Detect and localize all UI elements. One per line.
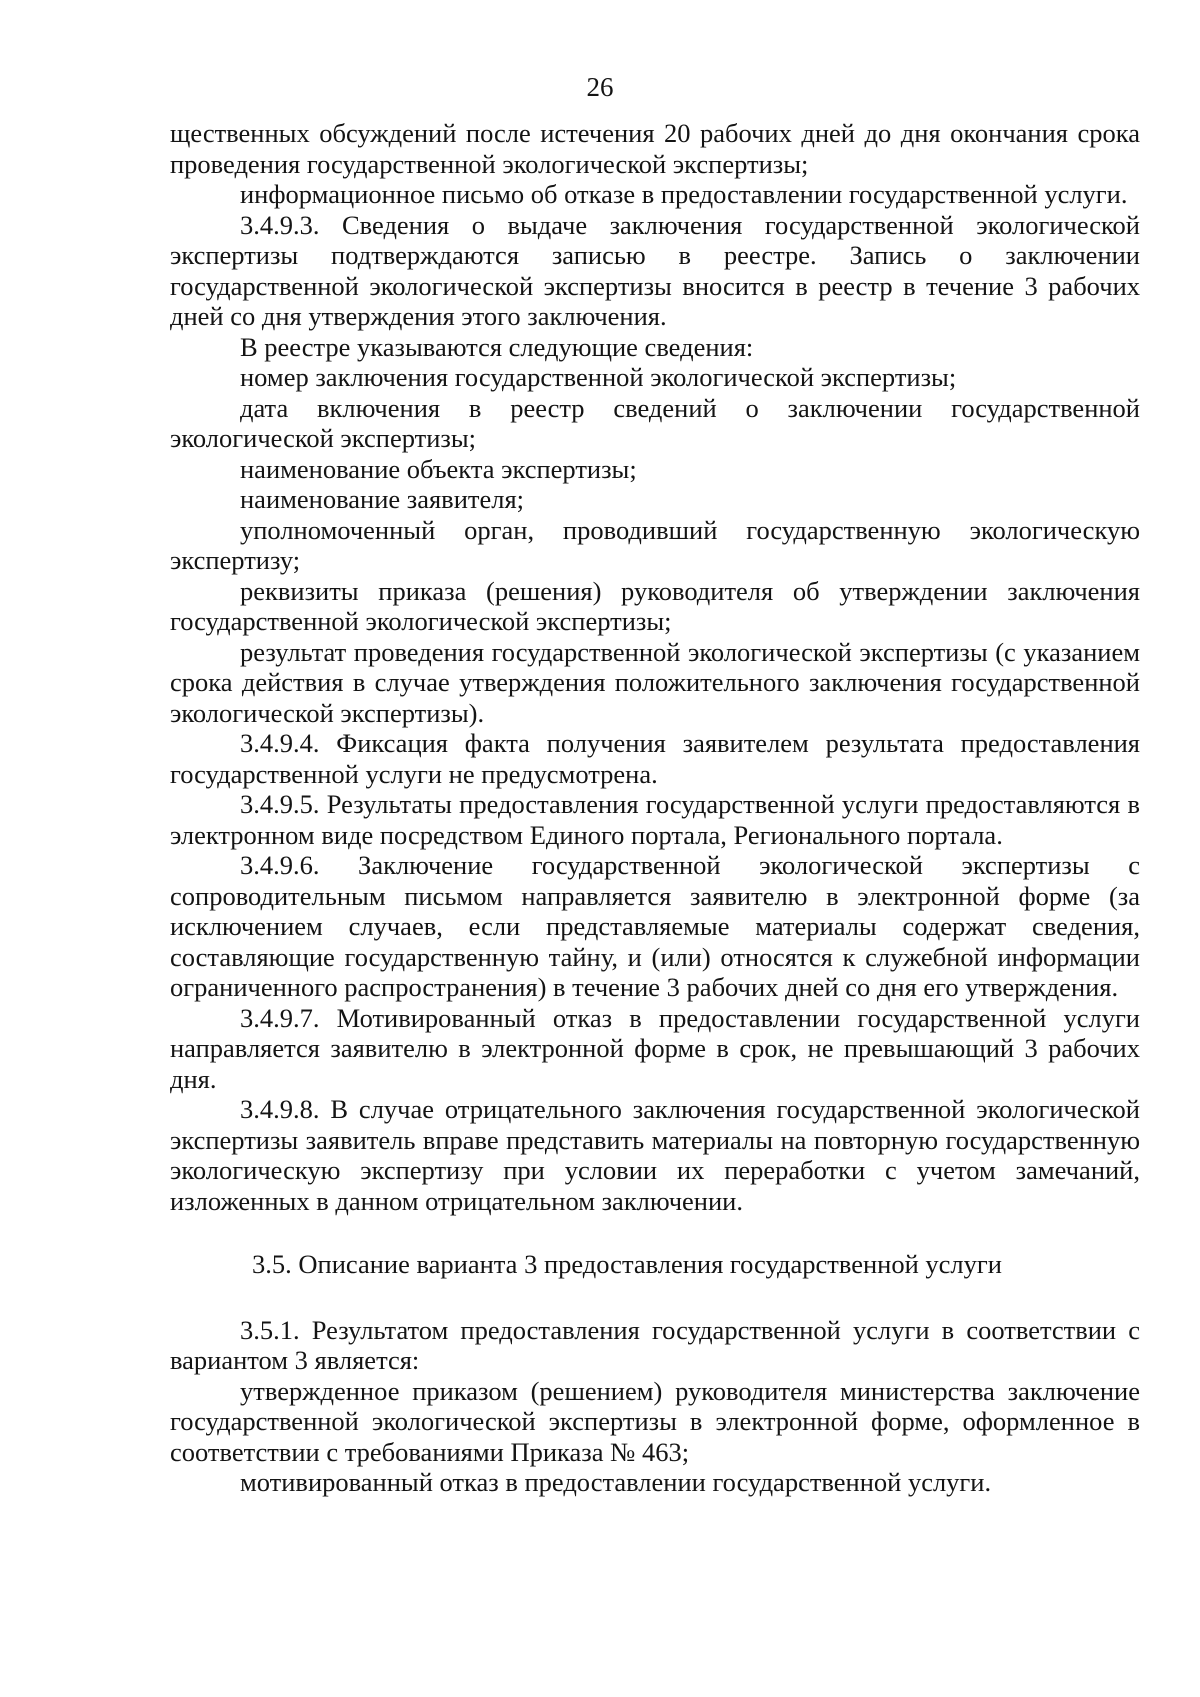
list-item: реквизиты приказа (решения) руководителя об утверждении заключения государственной экологической экспертизы;: [170, 575, 1140, 636]
list-item: наименование заявителя;: [240, 484, 524, 514]
paragraph-3-4-9-7: 3.4.9.7. Мотивированный отказ в предоставлении государственной услуги направляется заявителю в электронной форме в срок, не превышающий 3 рабочих дня.: [170, 1002, 1140, 1094]
paragraph-3-4-9-3: 3.4.9.3. Сведения о выдаче заключения государственной экологической экспертизы подтверждаются записью в реестре. Запись о заключении государственной экологической экспертизы вносится в реестр в течение 3 рабочих дней со дня утверждения этого заключения.: [170, 209, 1140, 331]
paragraph-3-4-9-6: 3.4.9.6. Заключение государственной экологической экспертизы с сопроводительным письмом направляется заявителю в электронной форме (за исключением случаев, если представляемые материалы содержат сведения, составляющие государственную тайну, и (или) относятся к служебной информации ограниченного распространения) в течение 3 рабочих дней со дня его утверждения.: [170, 850, 1140, 1002]
list-item: утвержденное приказом (решением) руководителя министерства заключение государственной экологической экспертизы в электронной форме, оформленное в соответствии с требованиями Приказа № 463;: [170, 1375, 1140, 1467]
paragraph: В реестре указываются следующие сведения:: [240, 331, 754, 362]
paragraph-3-4-9-8: 3.4.9.8. В случае отрицательного заключения государственной экологической экспертизы заявитель вправе представить материалы на повторную государственную экологическую экспертизу при условии их переработки с учетом замечаний, изложенных в данном отрицательном заключении.: [170, 1094, 1140, 1216]
list-item: дата включения в реестр сведений о заключении государственной экологической экспертизы;: [170, 392, 1140, 453]
document-body: [170, 118, 1140, 1498]
list-item: наименование объекта экспертизы;: [240, 453, 637, 484]
paragraph-3-4-9-5: 3.4.9.5. Результаты предоставления государственной услуги предоставляются в электронном виде посредством Единого портала, Регионального портала.: [170, 789, 1140, 850]
paragraph: информационное письмо об отказе в предоставлении государственной услуги.: [240, 179, 1128, 209]
paragraph-3-5-1: 3.5.1. Результатом предоставления государственной услуги в соответствии с вариантом 3 является:: [170, 1314, 1140, 1375]
list-item: номер заключения государственной экологической экспертизы;: [240, 362, 957, 392]
section-heading: 3.5. Описание варианта 3 предоставления государственной услуги: [252, 1249, 1002, 1279]
list-item: мотивированный отказ в предоставлении государственной услуги.: [240, 1467, 992, 1497]
paragraph-3-4-9-4: 3.4.9.4. Фиксация факта получения заявителем результата предоставления государственной услуги не предусмотрена.: [170, 728, 1140, 789]
list-item: результат проведения государственной экологической экспертизы (с указанием срока действия в случае утверждения положительного заключения государственной экологической экспертизы).: [170, 636, 1140, 728]
paragraph-continuation: щественных обсуждений после истечения 20 рабочих дней до дня окончания срока проведения государственной экологической экспертизы;: [170, 118, 1140, 179]
list-item: уполномоченный орган, проводивший государственную экологическую экспертизу;: [170, 514, 1140, 575]
page-number: 26: [586, 72, 614, 102]
